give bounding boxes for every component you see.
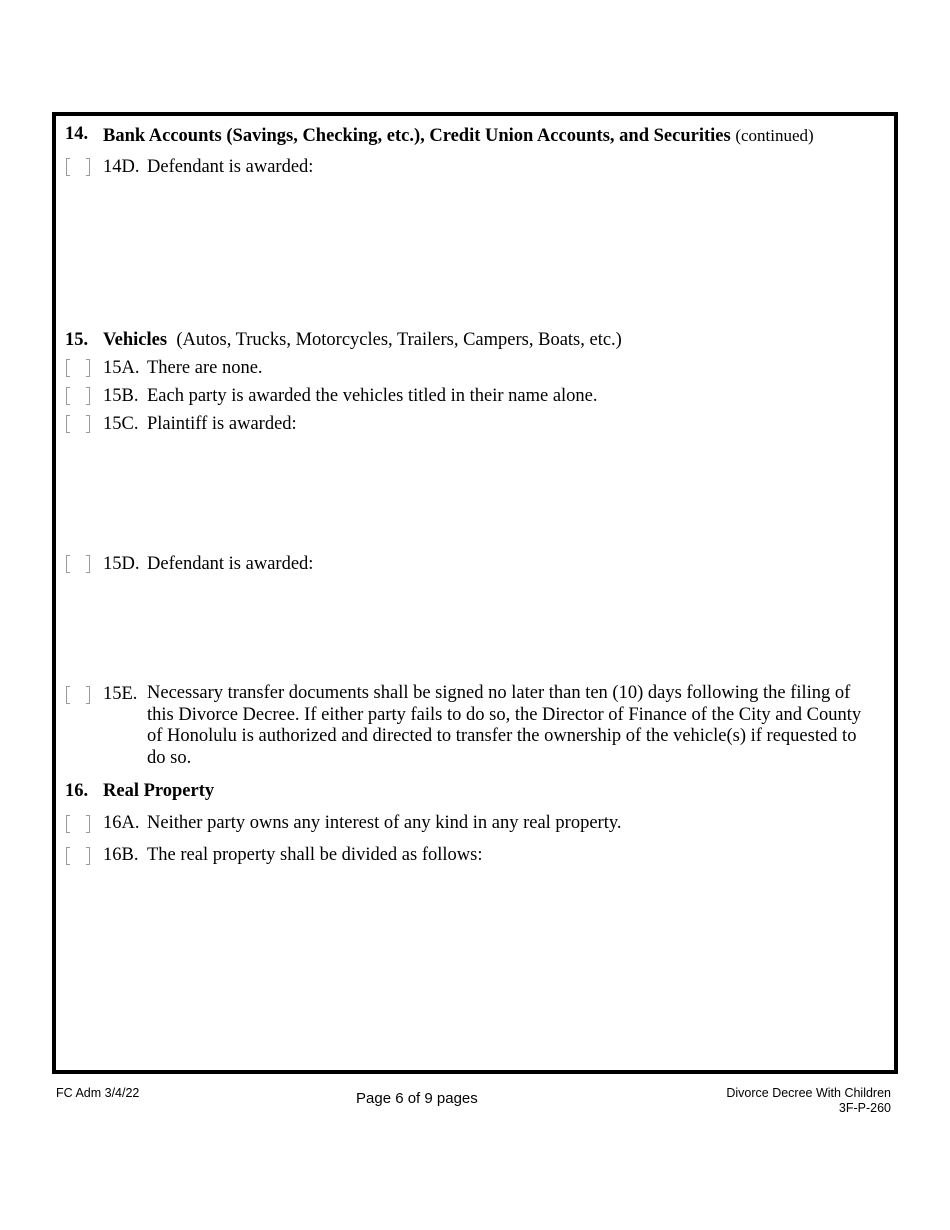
item-15a-text: There are none.	[147, 358, 263, 378]
checkbox-15c[interactable]	[66, 415, 90, 433]
checkbox-15a[interactable]	[66, 359, 90, 377]
item-15d-label: 15D.	[103, 554, 140, 574]
item-15b-text: Each party is awarded the vehicles titled in their name alone.	[147, 386, 598, 406]
item-16b-label: 16B.	[103, 845, 139, 865]
section-15-heading	[103, 329, 622, 351]
footer-page-number: Page 6 of 9 pages	[356, 1090, 478, 1107]
checkbox-16a[interactable]	[66, 815, 90, 833]
form-border	[52, 112, 898, 1074]
checkbox-15b[interactable]	[66, 387, 90, 405]
item-15c-text: Plaintiff is awarded:	[147, 414, 297, 434]
item-15e-label: 15E.	[103, 684, 138, 704]
item-14d-text: Defendant is awarded:	[147, 157, 314, 177]
checkbox-15d[interactable]	[66, 555, 90, 573]
footer-form-name: Divorce Decree With Children	[726, 1086, 891, 1100]
footer-form-title	[726, 1086, 891, 1115]
item-16a-text: Neither party owns any interest of any kind in any real property.	[147, 813, 622, 833]
item-15a-label: 15A.	[103, 358, 140, 378]
item-16b-text: The real property shall be divided as follows:	[147, 845, 483, 865]
item-15d-text: Defendant is awarded:	[147, 554, 314, 574]
checkbox-15e[interactable]	[66, 686, 90, 704]
section-15-number: 15.	[65, 330, 89, 350]
checkbox-14d[interactable]	[66, 158, 90, 176]
item-14d-label: 14D.	[103, 157, 140, 177]
item-15b-label: 15B.	[103, 386, 139, 406]
section-16-title: Real Property	[103, 781, 215, 801]
section-14-continued: (continued)	[735, 126, 814, 145]
item-16a-label: 16A.	[103, 813, 140, 833]
section-15-title: Vehicles	[103, 330, 168, 350]
section-14-title: Bank Accounts (Savings, Checking, etc.), Credit Union Accounts, and Securities	[103, 126, 731, 146]
checkbox-16b[interactable]	[66, 847, 90, 865]
section-16-number: 16.	[65, 781, 89, 801]
item-15e-text: Necessary transfer documents shall be signed no later than ten (10) days following the filing of this Divorce Decree. If either party fails to do so, the Director of Finance of the City and County of Honolulu is authorized and directed to transfer the ownership of the vehicle(s) if requested to do so.	[147, 683, 862, 768]
section-14-number: 14.	[65, 124, 89, 144]
section-15-subtitle: (Autos, Trucks, Motorcycles, Trailers, Campers, Boats, etc.)	[176, 330, 622, 350]
item-15c-label: 15C.	[103, 414, 139, 434]
footer-form-date: FC Adm 3/4/22	[56, 1086, 140, 1100]
footer-form-code: 3F-P-260	[838, 1100, 891, 1115]
section-14-heading	[103, 125, 814, 147]
